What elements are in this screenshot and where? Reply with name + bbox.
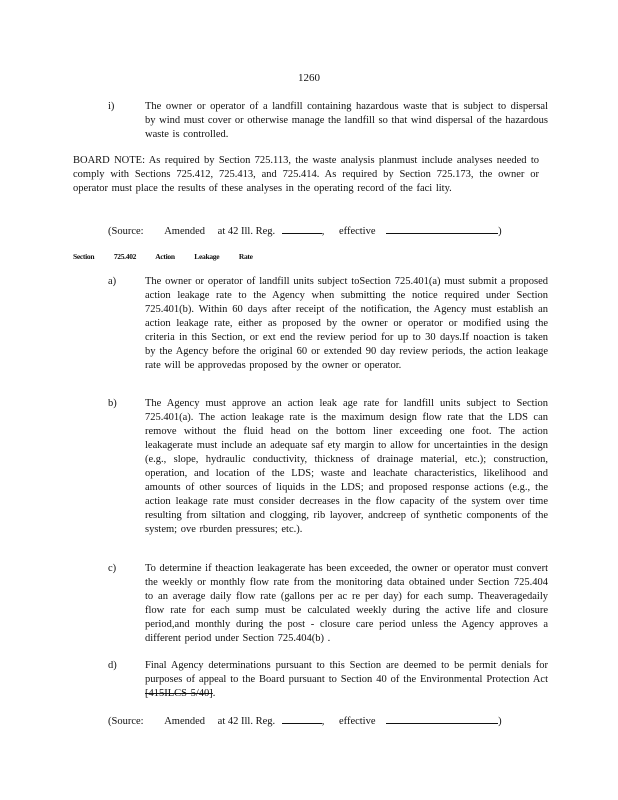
paragraph-text-main: Final Agency determinations pursuant to this Section are deemed to be permit denials for purposes of appeal to the Board pursuant to Section 40 of the Environmental Protection Act xyxy=(145,660,548,685)
section-title-1: Action xyxy=(155,252,175,261)
paragraph-text xyxy=(145,659,548,701)
source-close: ) xyxy=(498,226,502,237)
source-amended: Amended xyxy=(164,226,206,237)
section-title-3: Rate xyxy=(238,252,253,261)
source-register: at 42 Ill. Reg. xyxy=(217,716,276,727)
board-note: BOARD NOTE: As required by Section 725.113, the waste analysis planmust include analyses needed to comply with Sections 725.412, 725.413, and 725.414. As required by Section 725.173, the owner or operator must place the results of these analyses in the operating record of the faci lity. xyxy=(73,155,539,194)
source-amended: Amended xyxy=(164,716,206,727)
paragraph-label: a) xyxy=(108,276,117,287)
paragraph-c xyxy=(108,562,548,646)
source-note xyxy=(108,713,548,729)
paragraph-label: i) xyxy=(108,101,115,112)
source-comma: , xyxy=(321,226,325,237)
section-title-2: Leakage xyxy=(194,252,220,261)
paragraph-b xyxy=(108,397,548,537)
source-note xyxy=(108,223,548,239)
source-prefix: (Source: xyxy=(108,716,144,727)
source-comma: , xyxy=(321,716,325,727)
section-word: Section xyxy=(73,252,95,261)
page-number: 1260 xyxy=(298,72,320,84)
source-register: at 42 Ill. Reg. xyxy=(217,226,276,237)
paragraph-label: c) xyxy=(108,563,117,574)
section-heading xyxy=(73,252,271,261)
paragraph-text: To determine if theaction leakagerate has been exceeded, the owner or operator must convert the weekly or monthly flow rate from the monitoring data obtained under Section 725.404 to an average daily flow rate (gallons per ac re per day) for each sump. Theaveragedaily flow rate for each sump must be calculated weekly during the active life and closure period,and monthly during the post - closure care period unless the Agency approves a different period under Section 725.404(b) . xyxy=(145,563,548,644)
paragraph-text-end: . xyxy=(212,688,216,699)
struck-citation: [415ILCS 5/40] xyxy=(145,688,213,699)
paragraph-label: b) xyxy=(108,398,117,409)
source-close: ) xyxy=(498,716,502,727)
register-blank xyxy=(282,713,322,724)
paragraph-text: The owner or operator of landfill units subject toSection 725.401(a) must submit a proposed action leakage rate to the Agency when submitting the notice required under Section 725.401(b). Within 60 days after receipt of the notification, the Agency must establish an action leakage rate, either as proposed by the owner or operator or modified using the criteria in this Section, or ext end the review period for up to 30 days.If noaction is taken by the Agency before the original 60 or extended 90 day review periods, the action leakage rate will be approvedas proposed by the owner or operator. xyxy=(145,276,548,371)
paragraph-label: d) xyxy=(108,660,117,671)
paragraph-a xyxy=(108,275,548,373)
source-effective: effective xyxy=(338,716,376,727)
paragraph-d xyxy=(108,659,548,701)
paragraph-text: The owner or operator of a landfill containing hazardous waste that is subject to dispersal by wind must cover or otherwise manage the landfill so that wind dispersal of the hazardous waste is controlled. xyxy=(145,101,548,140)
effective-blank xyxy=(386,713,498,724)
paragraph-i xyxy=(108,100,548,142)
register-blank xyxy=(282,223,322,234)
source-prefix: (Source: xyxy=(108,226,144,237)
source-effective: effective xyxy=(338,226,376,237)
section-number: 725.402 xyxy=(113,252,137,261)
paragraph-text: The Agency must approve an action leak age rate for landfill units subject to Section 725.401(a). The action leakage rate is the maximum design flow rate that the LDS can remove without the fluid head on the bottom liner exceeding one foot. The action leakagerate must include an adequate saf ety margin to allow for uncertainties in the design (e.g., slope, hydraulic conductivity, thickness of drainage material, etc.); construction, operation, and location of the LDS; waste and leachate characteristics, likelihood and amounts of other sources of liquids in the LDS; and proposed response actions (e.g., the action leakage rate must consider decreases in the flow capacity of the system over time resulting from siltation and clogging, rib layover, andcreep of synthetic components of the system; ove rburden pressures; etc.). xyxy=(145,398,548,535)
effective-blank xyxy=(386,223,498,234)
